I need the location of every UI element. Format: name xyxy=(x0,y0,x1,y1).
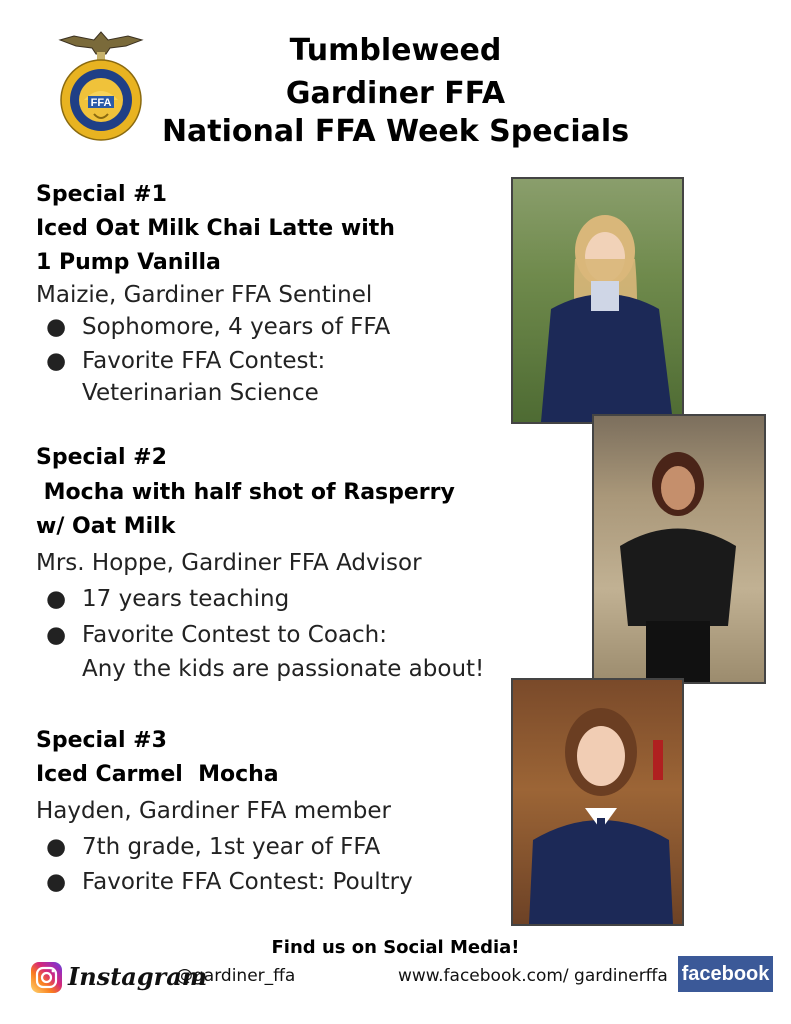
bullet-icon: ● xyxy=(46,314,67,340)
special-1-heading: Special #1 xyxy=(36,182,167,207)
bullet-icon: ● xyxy=(46,622,67,648)
special-2-bullet-2: Favorite Contest to Coach: xyxy=(82,622,388,648)
title-line-2: Gardiner FFA xyxy=(285,76,506,111)
special-2-drink-line2: w/ Oat Milk xyxy=(36,514,176,539)
instagram-icon[interactable] xyxy=(30,961,63,994)
bullet-icon: ● xyxy=(46,348,67,374)
special-1-drink-line1: Iced Oat Milk Chai Latte with xyxy=(36,216,395,241)
special-1-drink-line2: 1 Pump Vanilla xyxy=(36,250,221,275)
special-1-bullet-2: Favorite FFA Contest: xyxy=(82,348,326,374)
bullet-icon: ● xyxy=(46,869,67,895)
special-2-drink-line1: Mocha with half shot of Rasperry xyxy=(36,480,455,505)
svg-text:FFA: FFA xyxy=(90,97,112,109)
special-3-heading: Special #3 xyxy=(36,728,167,753)
facebook-badge[interactable]: facebook xyxy=(678,956,773,992)
special-2-heading: Special #2 xyxy=(36,445,167,470)
special-3-person: Hayden, Gardiner FFA member xyxy=(36,798,391,824)
instagram-handle[interactable]: @gardiner_ffa xyxy=(176,966,296,986)
photo-mrs-hoppe xyxy=(592,414,766,684)
title-line-3: National FFA Week Specials xyxy=(161,114,630,149)
special-3-bullet-2: Favorite FFA Contest: Poultry xyxy=(82,869,413,895)
instagram-wordmark: Instagram xyxy=(68,962,208,991)
title-line-1: Tumbleweed xyxy=(289,33,502,68)
special-3-drink-line1: Iced Carmel Mocha xyxy=(36,762,279,787)
find-us-text: Find us on Social Media! xyxy=(271,937,520,958)
special-3-bullet-1: 7th grade, 1st year of FFA xyxy=(82,834,381,860)
bullet-icon: ● xyxy=(46,834,67,860)
special-1-bullet-1: Sophomore, 4 years of FFA xyxy=(82,314,391,340)
special-1-bullet-2-cont: Veterinarian Science xyxy=(82,380,319,406)
photo-hayden xyxy=(511,678,684,926)
special-1-person: Maizie, Gardiner FFA Sentinel xyxy=(36,282,373,308)
bullet-icon: ● xyxy=(46,586,67,612)
facebook-url[interactable]: www.facebook.com/ gardinerffa xyxy=(398,966,668,986)
special-2-bullet-2-cont: Any the kids are passionate about! xyxy=(82,656,485,682)
photo-maizie xyxy=(511,177,684,424)
special-2-bullet-1: 17 years teaching xyxy=(82,586,290,612)
special-2-person: Mrs. Hoppe, Gardiner FFA Advisor xyxy=(36,550,422,576)
